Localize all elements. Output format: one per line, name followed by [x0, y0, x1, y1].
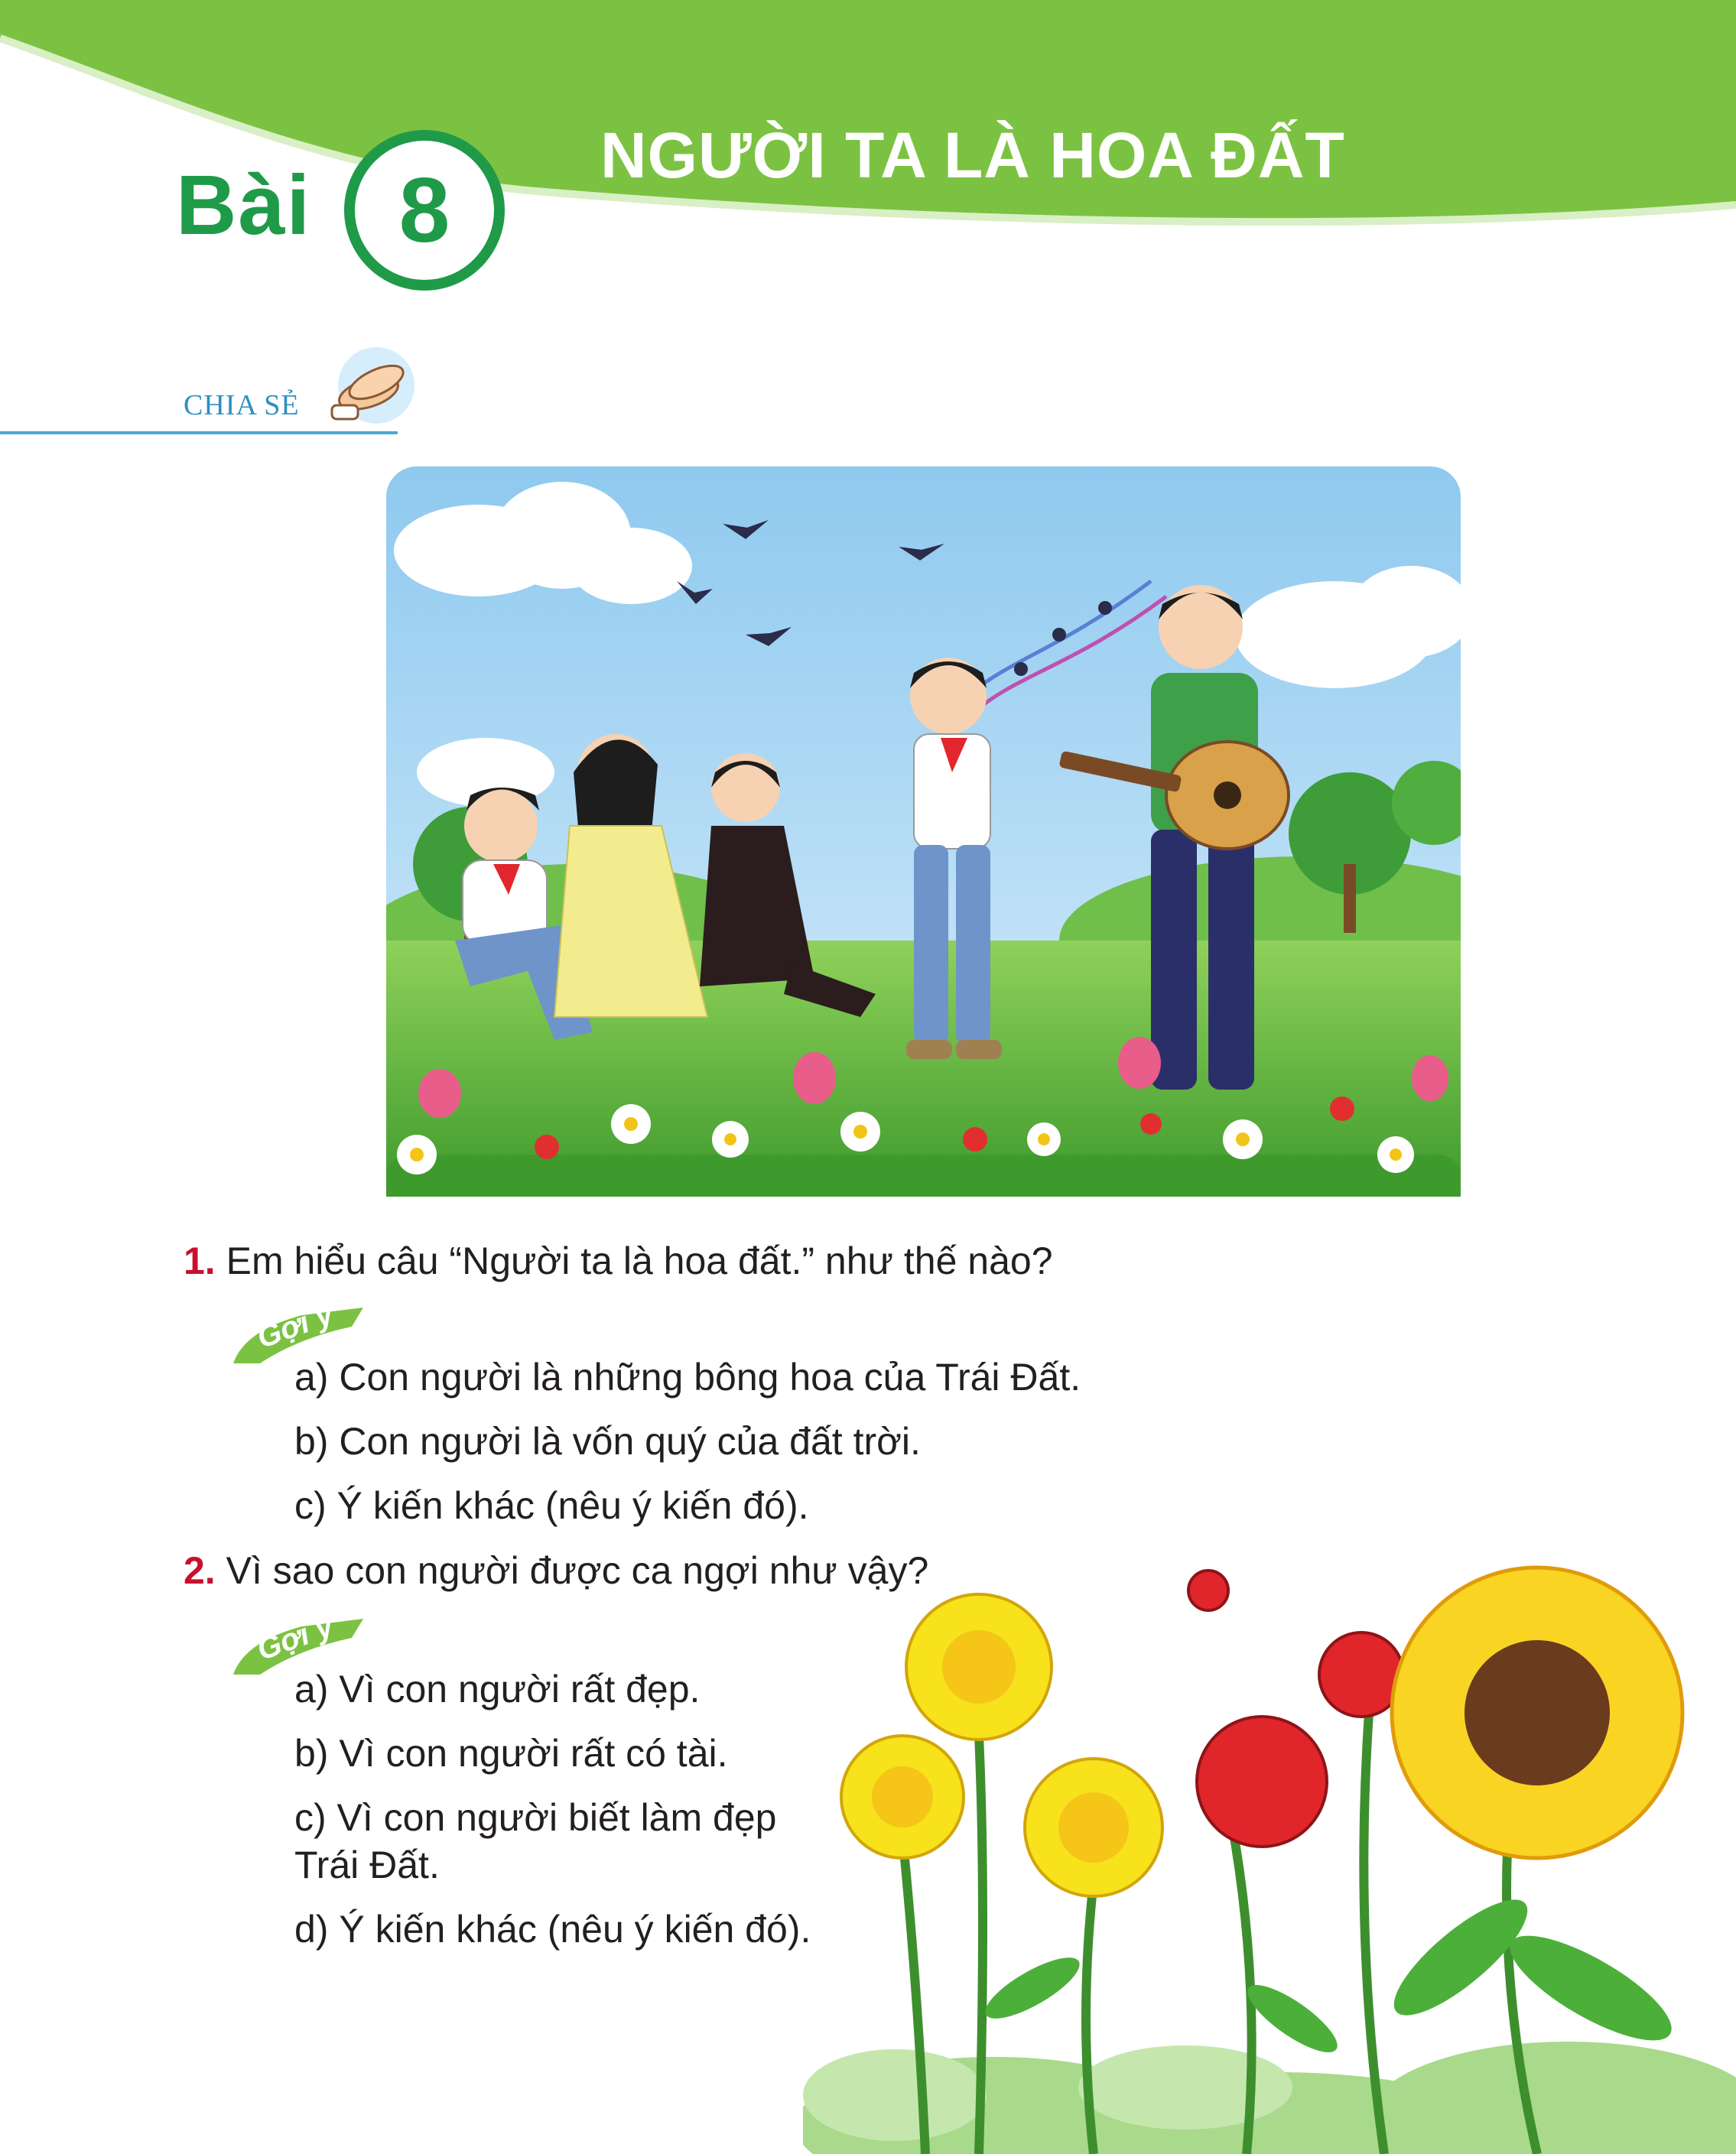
clapping-hands-icon: [321, 343, 421, 434]
answer-b: b) Vì con người rất có tài.: [294, 1732, 728, 1775]
question-text: Em hiểu câu “Người ta là hoa đất.” như thế nào?: [226, 1239, 1053, 1282]
answer-c: c) Vì con người biết làm đẹp: [294, 1796, 777, 1839]
answer-c: c) Ý kiến khác (nêu ý kiến đó).: [294, 1484, 809, 1527]
lesson-number-badge: 8: [344, 130, 505, 291]
question-text: Vì sao con người được ca ngợi như vậy?: [226, 1549, 929, 1592]
question-number: 2.: [184, 1549, 216, 1592]
answer-a: a) Vì con người rất đẹp.: [294, 1668, 701, 1711]
answer-list-1: [294, 1353, 1081, 1529]
answer-a: a) Con người là những bông hoa của Trái Đất.: [294, 1356, 1081, 1399]
smiling-flowers-illustration: [803, 1560, 1736, 2154]
lesson-word: Bài: [176, 158, 312, 252]
lesson-title: NGƯỜI TA LÀ HOA ĐẤT: [600, 119, 1345, 191]
question-1: [184, 1239, 1053, 1283]
answer-b: b) Con người là vốn quý của đất trời.: [294, 1420, 921, 1463]
answer-d: d) Ý kiến khác (nêu ý kiến đó).: [294, 1908, 811, 1951]
question-number: 1.: [184, 1239, 216, 1282]
answer-c-continued: Trái Đất.: [294, 1844, 440, 1886]
section-label: CHIA SẺ: [184, 389, 300, 421]
answer-list-2: [294, 1665, 811, 1953]
hint-label: Gợi ý: [252, 1608, 338, 1668]
family-singing-scene-illustration: [386, 466, 1461, 1197]
hint-label: Gợi ý: [252, 1296, 338, 1356]
